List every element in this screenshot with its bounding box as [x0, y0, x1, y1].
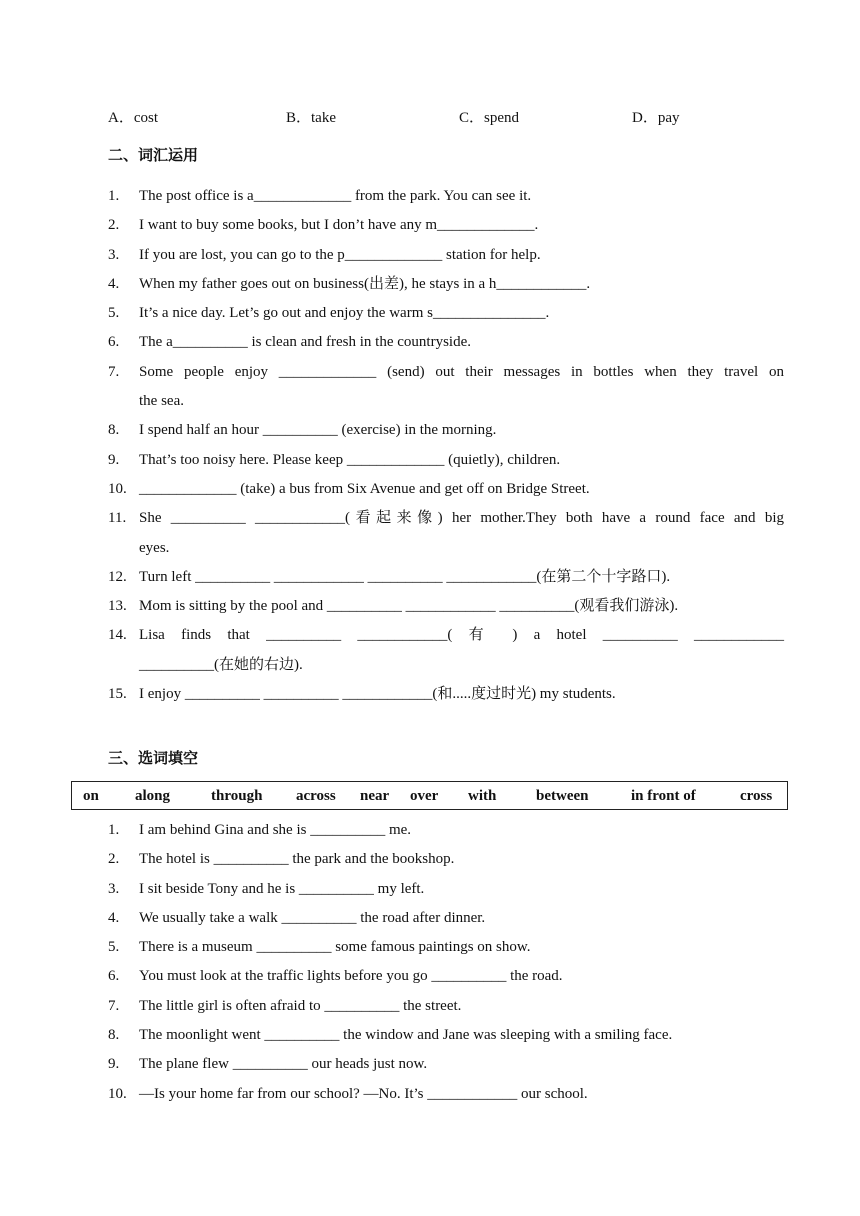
- question-text-line-2: __________(在她的右边).: [139, 656, 303, 673]
- vocabulary-question-list: [108, 182, 784, 709]
- answer-options: [108, 108, 808, 130]
- question-item: [108, 299, 784, 328]
- question-text: Mom is sitting by the pool and __________ ____________ __________(观看我们游泳).: [139, 598, 679, 615]
- question-text: I spend half an hour __________ (exercise) in the morning.: [139, 422, 497, 439]
- question-item: [108, 270, 784, 299]
- question-item: [108, 621, 784, 680]
- question-text: I want to buy some books, but I don’t have any m_____________.: [139, 217, 539, 234]
- question-number: 2.: [108, 851, 120, 868]
- word-bank-word: near: [360, 788, 390, 804]
- question-item: [108, 563, 784, 592]
- option-b: B．take: [286, 110, 336, 126]
- question-number: 13.: [108, 598, 127, 615]
- question-item: [108, 962, 784, 991]
- question-item: [108, 1080, 784, 1109]
- question-text: The plane flew __________ our heads just now.: [139, 1056, 428, 1073]
- question-number: 8.: [108, 422, 120, 439]
- question-number: 12.: [108, 568, 127, 585]
- question-text: We usually take a walk __________ the road after dinner.: [139, 909, 486, 926]
- question-number: 15.: [108, 686, 127, 703]
- question-text-line-2: eyes.: [139, 539, 170, 556]
- word-bank-word: along: [135, 788, 171, 804]
- option-d: D．pay: [632, 110, 680, 126]
- question-text-line-1: Lisa finds that __________ ____________( 有 ) a hotel __________ ____________: [139, 627, 784, 644]
- section-3-heading: 三、选词填空: [108, 749, 199, 767]
- question-item: [108, 992, 784, 1021]
- preposition-question-list: [108, 816, 784, 1109]
- question-item: [108, 182, 784, 211]
- question-item: [108, 904, 784, 933]
- question-text: The moonlight went __________ the window and Jane was sleeping with a smiling face.: [139, 1027, 673, 1044]
- question-number: 3.: [108, 880, 120, 897]
- question-item: [108, 475, 784, 504]
- word-bank-word: cross: [740, 788, 773, 804]
- question-text: —Is your home far from our school? —No. It’s ____________ our school.: [139, 1085, 588, 1102]
- word-bank-word: in front of: [631, 788, 696, 804]
- question-text: The hotel is __________ the park and the bookshop.: [139, 851, 455, 868]
- question-number: 7.: [108, 363, 120, 380]
- question-number: 6.: [108, 334, 120, 351]
- question-text: It’s a nice day. Let’s go out and enjoy the warm s_______________.: [139, 305, 550, 322]
- question-item: [108, 933, 784, 962]
- question-text-line-1: Some people enjoy _____________ (send) out their messages in bottles when they travel on: [139, 363, 784, 380]
- question-number: 2.: [108, 217, 120, 234]
- question-text: I sit beside Tony and he is __________ my left.: [139, 880, 425, 897]
- question-text: I am behind Gina and she is __________ me.: [139, 822, 412, 838]
- question-text: That’s too noisy here. Please keep _____________ (quietly), children.: [139, 451, 561, 468]
- question-item: [108, 845, 784, 874]
- question-number: 9.: [108, 1056, 120, 1073]
- question-number: 7.: [108, 997, 120, 1014]
- question-item: [108, 446, 784, 475]
- question-text-line-2: the sea.: [139, 393, 184, 410]
- question-number: 14.: [108, 627, 127, 644]
- question-number: 5.: [108, 305, 120, 322]
- option-c: C．spend: [459, 110, 520, 126]
- question-number: 1.: [108, 822, 120, 838]
- word-bank-word: through: [211, 788, 263, 804]
- question-item: [108, 211, 784, 240]
- word-bank-word: with: [468, 788, 497, 804]
- question-item: [108, 416, 784, 445]
- question-number: 8.: [108, 1027, 120, 1044]
- question-text: The post office is a_____________ from the park. You can see it.: [139, 188, 532, 204]
- question-text: The a__________ is clean and fresh in the countryside.: [139, 334, 471, 351]
- question-number: 10.: [108, 480, 127, 497]
- question-item: [108, 358, 784, 417]
- question-text: The little girl is often afraid to __________ the street.: [139, 997, 462, 1014]
- question-text: There is a museum __________ some famous paintings on show.: [139, 939, 531, 956]
- question-number: 10.: [108, 1085, 127, 1102]
- question-item: [108, 680, 784, 709]
- word-bank-word: between: [536, 788, 589, 804]
- question-text: I enjoy __________ __________ ____________(和.....度过时光) my students.: [139, 686, 616, 703]
- question-number: 4.: [108, 909, 120, 926]
- question-text: If you are lost, you can go to the p_____________ station for help.: [139, 246, 541, 263]
- question-number: 9.: [108, 451, 120, 468]
- section-2-heading: 二、词汇运用: [108, 146, 199, 164]
- question-item: [108, 592, 784, 621]
- word-bank-word: on: [83, 788, 99, 804]
- question-text-line-1: She __________ ____________(看起来像) her mother.They both have a round face and big: [139, 510, 784, 527]
- question-number: 4.: [108, 275, 120, 292]
- question-item: [108, 816, 784, 845]
- question-text: Turn left __________ ____________ __________ ____________(在第二个十字路口).: [139, 568, 671, 585]
- question-text: _____________ (take) a bus from Six Avenue and get off on Bridge Street.: [139, 480, 590, 497]
- question-item: [108, 1050, 784, 1079]
- question-item: [108, 1021, 784, 1050]
- question-number: 3.: [108, 246, 120, 263]
- question-item: [108, 504, 784, 563]
- question-item: [108, 875, 784, 904]
- question-text: You must look at the traffic lights before you go __________ the road.: [139, 968, 563, 985]
- question-number: 11.: [108, 510, 127, 527]
- word-bank-box: [71, 781, 788, 810]
- question-number: 5.: [108, 939, 120, 956]
- question-item: [108, 328, 784, 357]
- option-a: A．cost: [108, 110, 158, 126]
- word-bank-word: over: [410, 788, 439, 804]
- question-number: 6.: [108, 968, 120, 985]
- word-bank-word: across: [296, 788, 336, 804]
- question-number: 1.: [108, 188, 120, 204]
- question-item: [108, 241, 784, 270]
- question-text: When my father goes out on business(出差), he stays in a h____________.: [139, 275, 591, 292]
